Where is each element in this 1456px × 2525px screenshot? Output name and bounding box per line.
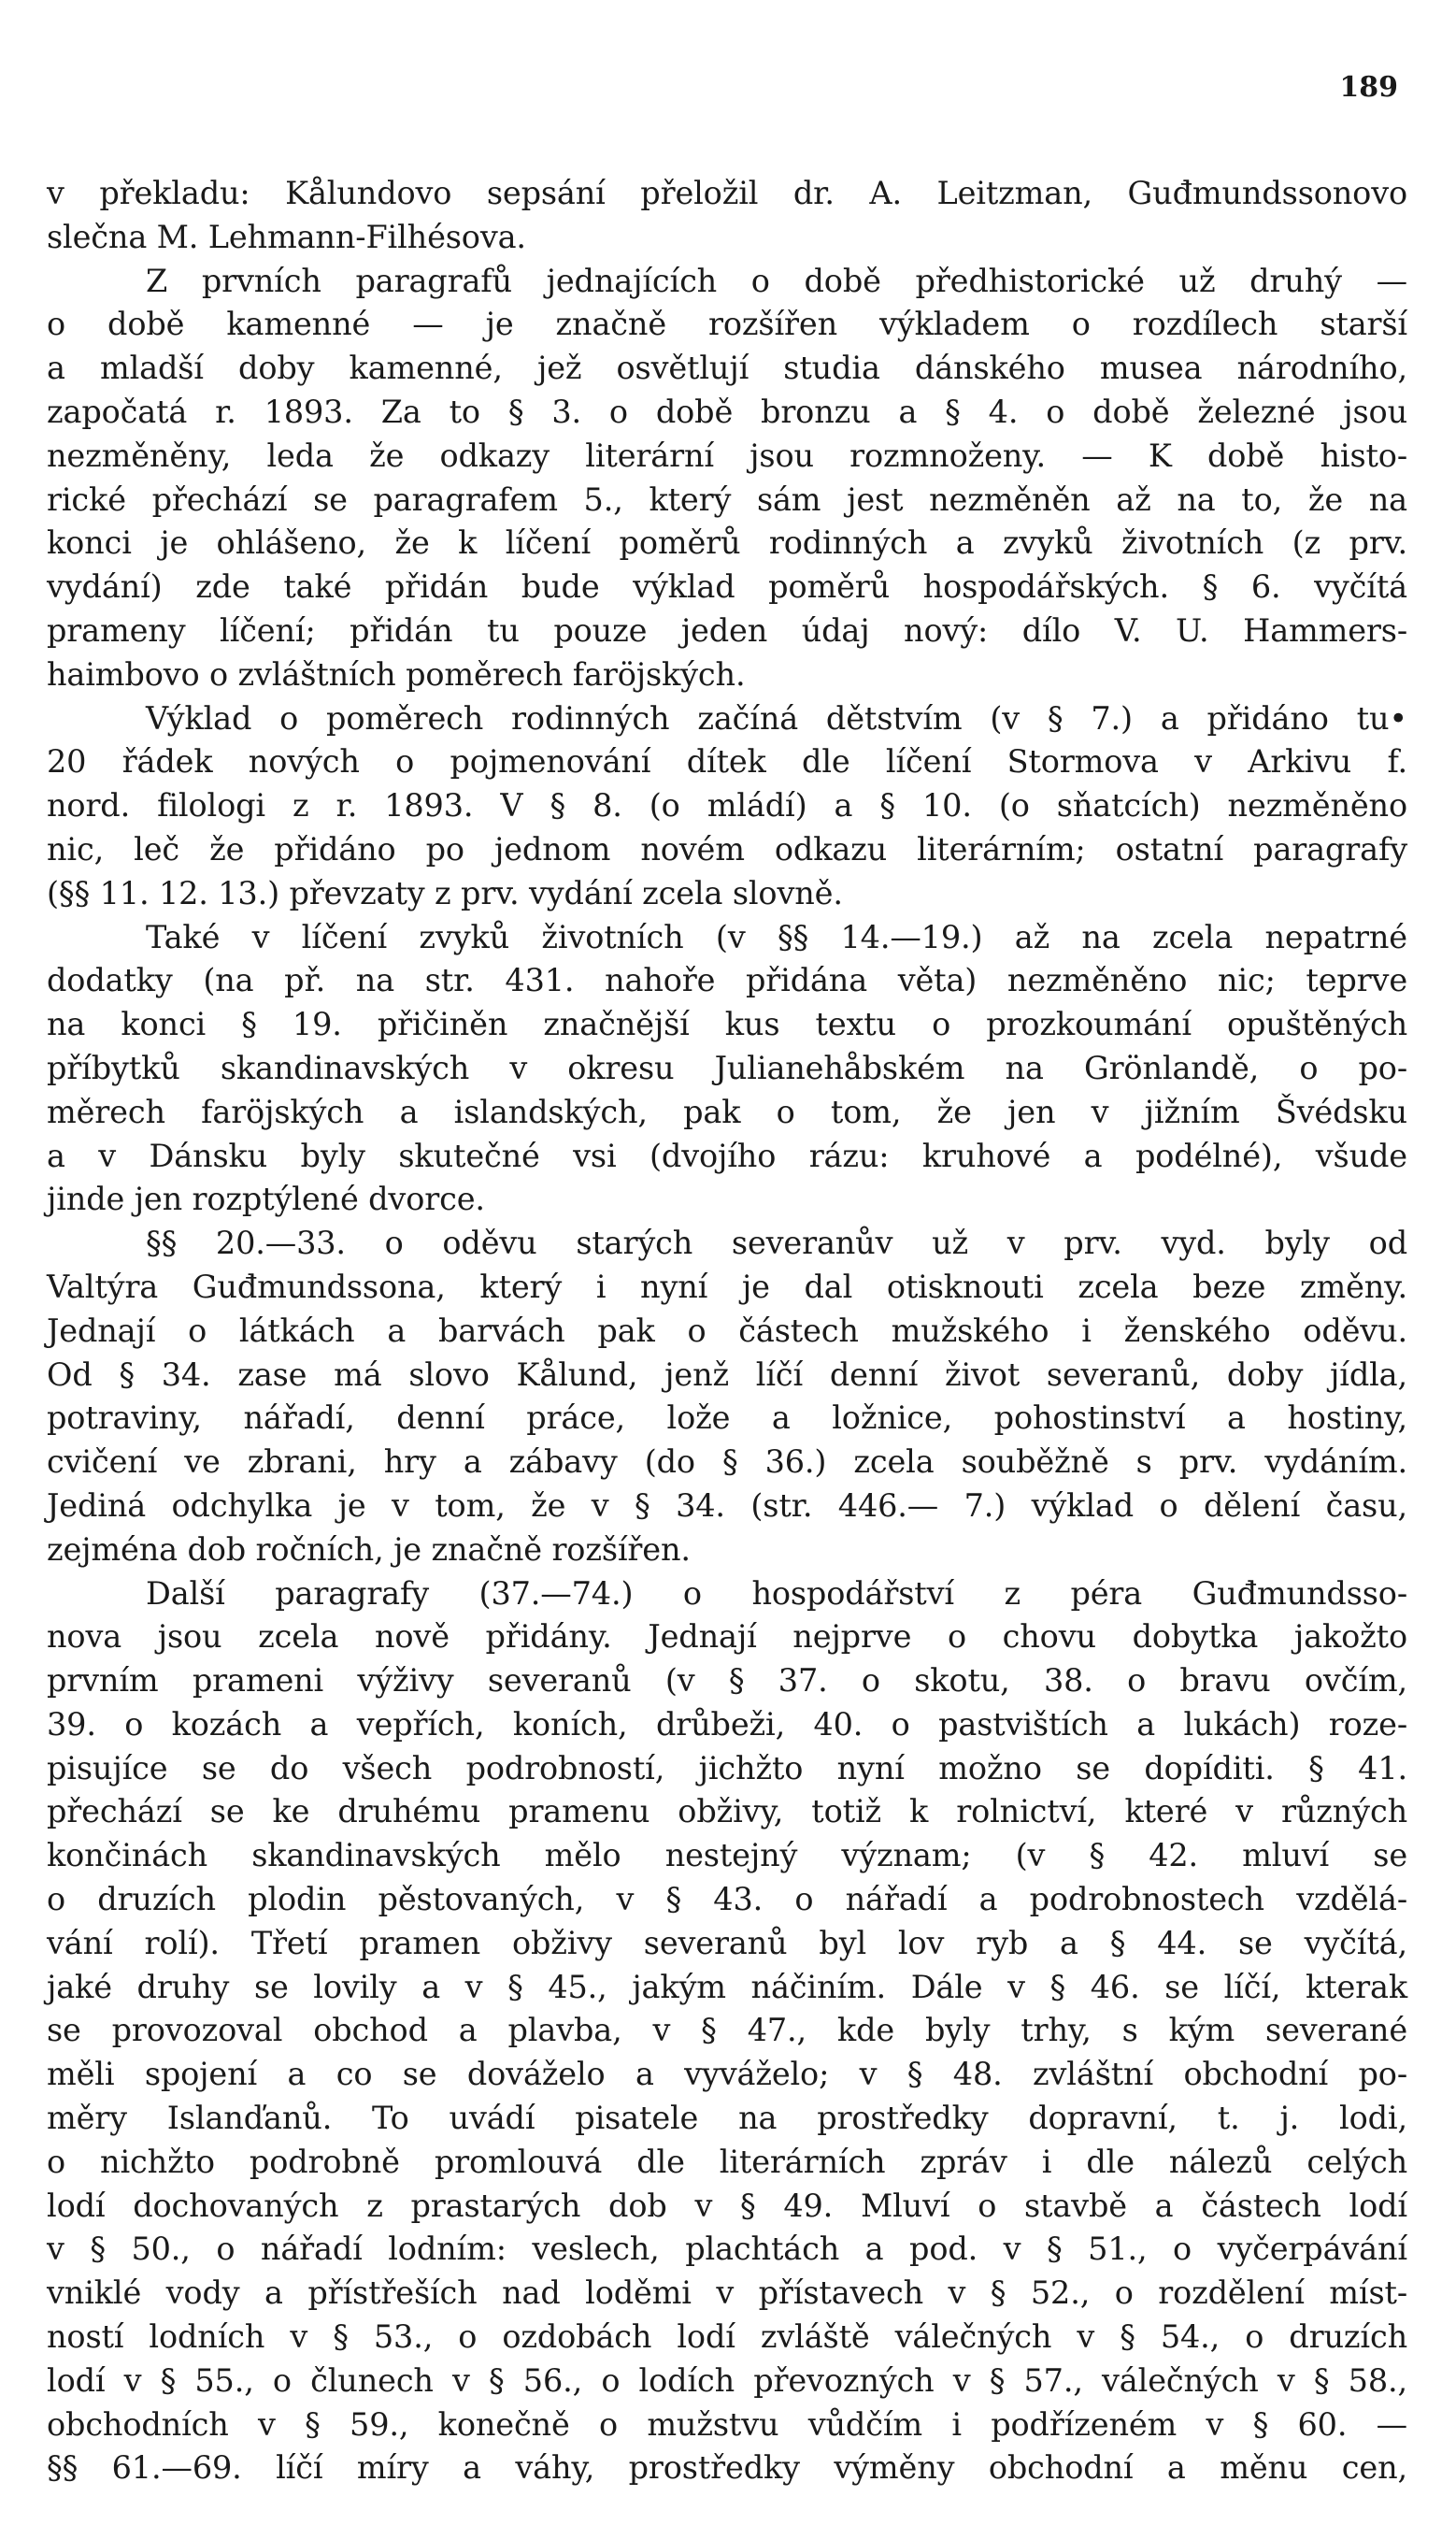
text-line: měli spojení a co se dováželo a vyváželo; v § 48. zvláštní obchodní po- <box>47 2056 1407 2093</box>
text-line: pisujíce se do všech podrobností, jichžto nyní možno se dopíditi. § 41. <box>47 1749 1407 1786</box>
text-line: nova jsou zcela nově přidány. Jednají nejprve o chovu dobytka jakožto <box>47 1618 1407 1656</box>
text-line: haimbovo o zvláštních poměrech faröjských. <box>47 655 746 693</box>
text-line: §§ 61.—69. líčí míry a váhy, prostředky výměny obchodní a měnu cen, <box>47 2449 1407 2487</box>
text-line: 39. o kozách a vepřích, koních, drůbeži, 40. o pastvištích a lukách) roze- <box>47 1705 1407 1743</box>
text-line: 20 řádek nových o pojmenování dítek dle líčení Stormova v Arkivu f. <box>47 743 1407 781</box>
text-line: a v Dánsku byly skutečné vsi (dvojího rázu: kruhové a podélné), všude <box>47 1137 1407 1174</box>
text-line: Valtýra Guđmundssona, který i nyní je dal otisknouti zcela beze změny. <box>47 1268 1407 1305</box>
text-line: §§ 20.—33. o oděvu starých severanův už v prv. vyd. byly od <box>146 1225 1407 1262</box>
text-line: Také v líčení zvyků životních (v §§ 14.—19.) až na zcela nepatrné <box>146 918 1407 955</box>
text-line: cvičení ve zbrani, hry a zábavy (do § 36.) zcela souběžně s prv. vydáním. <box>47 1443 1407 1481</box>
text-line: rické přechází se paragrafem 5., který sám jest nezměněn až na to, že na <box>47 481 1407 518</box>
text-line: vání rolí). Třetí pramen obživy severanů byl lov ryb a § 44. se vyčítá, <box>47 1924 1407 1961</box>
text-line: o době kamenné — je značně rozšířen výkladem o rozdílech starší <box>47 306 1407 343</box>
text-line: dodatky (na př. na str. 431. nahoře přidána věta) nezměněno nic; teprve <box>47 962 1407 999</box>
text-line: o druzích plodin pěstovaných, v § 43. o nářadí a podrobnostech vzdělá- <box>47 1881 1407 1918</box>
text-line: měry Islanďanů. To uvádí pisatele na prostředky dopravní, t. j. lodi, <box>47 2100 1407 2137</box>
text-line: jinde jen rozptýlené dvorce. <box>47 1181 485 1218</box>
text-line: započatá r. 1893. Za to § 3. o době bronzu a § 4. o době železné jsou <box>47 393 1407 430</box>
text-line: nord. filologi z r. 1893. V § 8. (o mládí) a § 10. (o sňatcích) nezměněno <box>47 787 1407 825</box>
text-line: na konci § 19. přičiněn značnější kus textu o prozkoumání opuštěných <box>47 1006 1407 1043</box>
text-line: Další paragrafy (37.—74.) o hospodářství z péra Guđmundsso- <box>146 1574 1407 1612</box>
text-line: v § 50., o nářadí lodním: veslech, plachtách a pod. v § 51., o vyčerpávání <box>47 2231 1407 2268</box>
text-line: končinách skandinavských mělo nestejný význam; (v § 42. mluví se <box>47 1837 1407 1874</box>
text-line: a mladší doby kamenné, jež osvětlují studia dánského musea národního, <box>47 350 1407 387</box>
text-line: se provozoval obchod a plavba, v § 47., kde byly trhy, s kým severané <box>47 2012 1407 2049</box>
text-line: zejména dob ročních, je značně rozšířen. <box>47 1530 691 1568</box>
text-line: Od § 34. zase má slovo Kålund, jenž líčí denní život severanů, doby jídla, <box>47 1356 1407 1393</box>
text-line: lodí dochovaných z prastarých dob v § 49. Mluví o stavbě a částech lodí <box>47 2187 1407 2224</box>
text-line: ností lodních v § 53., o ozdobách lodí zvláště válečných v § 54., o druzích <box>47 2318 1407 2356</box>
text-line: konci je ohlášeno, že k líčení poměrů rodinných a zvyků životních (z prv. <box>47 524 1407 562</box>
text-line: Výklad o poměrech rodinných začíná dětstvím (v § 7.) a přidáno tu• <box>146 699 1407 737</box>
text-line: vydání) zde také přidán bude výklad poměrů hospodářských. § 6. vyčítá <box>47 568 1407 606</box>
text-line: vniklé vody a přístřeších nad loděmi v přístavech v § 52., o rozdělení míst- <box>47 2274 1407 2312</box>
text-line: potraviny, nářadí, denní práce, lože a ložnice, pohostinství a hostiny, <box>47 1399 1407 1437</box>
text-line: v překladu: Kålundovo sepsání přeložil dr. A. Leitzman, Guđmundssonovo <box>47 175 1407 211</box>
text-line: slečna M. Lehmann-Filhésova. <box>47 218 526 255</box>
text-line: jaké druhy se lovily a v § 45., jakým náčiním. Dále v § 46. se líčí, kterak <box>47 1968 1407 2005</box>
text-line: prameny líčení; přidán tu pouze jeden údaj nový: dílo V. U. Hammers- <box>47 611 1407 649</box>
text-line: příbytků skandinavských v okresu Julianehåbském na Grönlandě, o po- <box>47 1049 1407 1086</box>
text-line: měrech faröjských a islandských, pak o tom, že jen v jižním Švédsku <box>47 1093 1407 1130</box>
text-line: (§§ 11. 12. 13.) převzaty z prv. vydání zcela slovně. <box>47 874 843 911</box>
body-text <box>47 172 1407 2490</box>
text-line: prvním prameni výživy severanů (v § 37. o skotu, 38. o bravu ovčím, <box>47 1662 1407 1700</box>
text-line: Jediná odchylka je v tom, že v § 34. (str. 446.— 7.) výklad o dělení času, <box>47 1486 1407 1524</box>
text-line: lodí v § 55., o člunech v § 56., o lodích převozných v § 57., válečných v § 58., <box>47 2361 1407 2399</box>
text-line: obchodních v § 59., konečně o mužstvu vůdčím i podřízeném v § 60. — <box>47 2405 1407 2443</box>
text-line: nic, leč že přidáno po jednom novém odkazu literárním; ostatní paragrafy <box>47 830 1407 868</box>
text-line: Z prvních paragrafů jednajících o době předhistorické už druhý — <box>146 262 1407 299</box>
text-line: přechází se ke druhému pramenu obživy, totiž k rolnictví, které v různých <box>47 1793 1407 1830</box>
page-number: 189 <box>1339 71 1398 104</box>
text-line: nezměněny, leda že odkazy literární jsou rozmnoženy. — K době histo- <box>47 437 1407 474</box>
text-line: o nichžto podrobně promlouvá dle literárních zpráv i dle nálezů celých <box>47 2143 1407 2180</box>
text-line: Jednají o látkách a barvách pak o částech mužského i ženského oděvu. <box>47 1312 1407 1349</box>
